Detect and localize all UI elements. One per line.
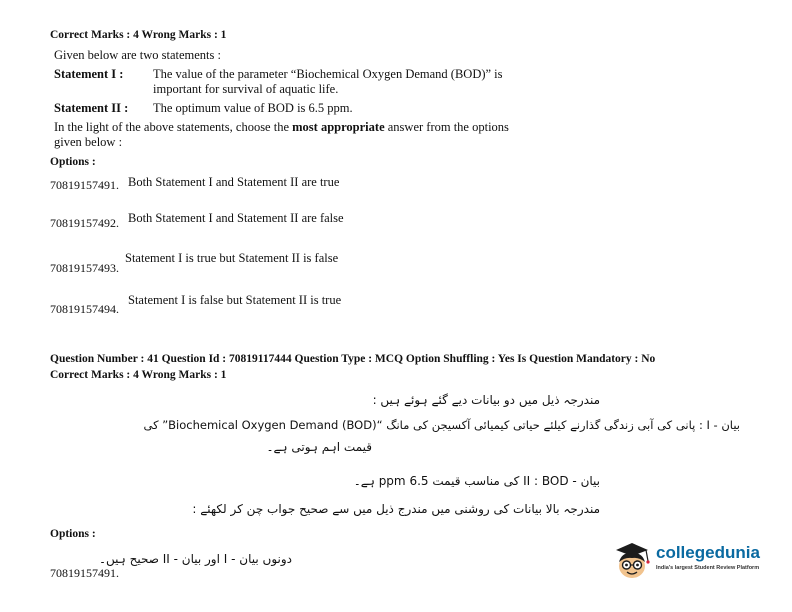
option-2-id: 70819157492.: [50, 216, 119, 230]
statement-1-line1: The value of the parameter “Biochemical Oxygen Demand (BOD)” is: [153, 67, 503, 81]
q40-marks: Correct Marks : 4 Wrong Marks : 1: [50, 29, 227, 41]
instruction-post: answer from the options: [384, 120, 509, 134]
q41-urdu-intro: مندرجہ ذیل میں دو بیانات دیے گئے ہوئے ہیں :: [372, 393, 600, 407]
option-3-id: 70819157493.: [50, 261, 119, 275]
q40-options-label: Options :: [50, 156, 96, 168]
logo-tagline: India's largest Student Review Platform: [656, 565, 760, 571]
statement-1-line2: important for survival of aquatic life.: [153, 82, 339, 96]
q41-urdu-instruction: مندرجہ بالا بیانات کی روشنی میں مندرج ذیل میں سے صحیح جواب چن کر لکھئے :: [192, 502, 600, 516]
q41-urdu-statement-2: بیان - II : BOD کی مناسب قیمت 6.5 ppm ہے۔: [353, 474, 600, 488]
option-1-id: 70819157491.: [50, 178, 119, 192]
option-4-id: 70819157494.: [50, 302, 119, 316]
option-4-text[interactable]: Statement I is false but Statement II is true: [128, 293, 342, 307]
q41-option-1-text[interactable]: دونوں بیان - I اور بیان - II صحیح ہیں۔: [98, 552, 292, 566]
mascot-icon: [610, 541, 654, 581]
q41-header: Question Number : 41 Question Id : 70819117444 Question Type : MCQ Option Shuffling : Yes Is Question Mandatory : No: [50, 353, 656, 365]
statement-1-label: Statement I :: [54, 67, 124, 81]
q41-marks: Correct Marks : 4 Wrong Marks : 1: [50, 369, 227, 381]
instruction-pre: In the light of the above statements, choose the: [54, 120, 293, 134]
option-1-text[interactable]: Both Statement I and Statement II are true: [128, 175, 340, 189]
statement-2-text: The optimum value of BOD is 6.5 ppm.: [153, 101, 353, 115]
instruction-line2: given below :: [54, 135, 123, 149]
q41-options-label: Options :: [50, 528, 96, 540]
q41-urdu-statement-1-line2: قیمت اہم ہوتی ہے۔: [266, 440, 372, 454]
instruction-line1: [54, 120, 509, 135]
option-2-text[interactable]: Both Statement I and Statement II are false: [128, 211, 344, 225]
logo-wordmark: collegedunia: [656, 543, 760, 562]
collegedunia-logo: [610, 541, 770, 581]
q40-intro: Given below are two statements :: [54, 48, 221, 62]
q41-urdu-statement-1-line1: بیان - I : پانی کی آبی زندگی گذارنے کیلئے حیاتی کیمیائی آکسیجن کی مانگ “Biochemical Oxygen Demand (BOD)” کی: [143, 418, 740, 432]
option-3-text[interactable]: Statement I is true but Statement II is false: [125, 251, 339, 265]
statement-2-label: Statement II :: [54, 101, 129, 115]
q41-option-1-id: 70819157491.: [50, 566, 119, 580]
instruction-emphasis: most appropriate: [292, 120, 385, 134]
